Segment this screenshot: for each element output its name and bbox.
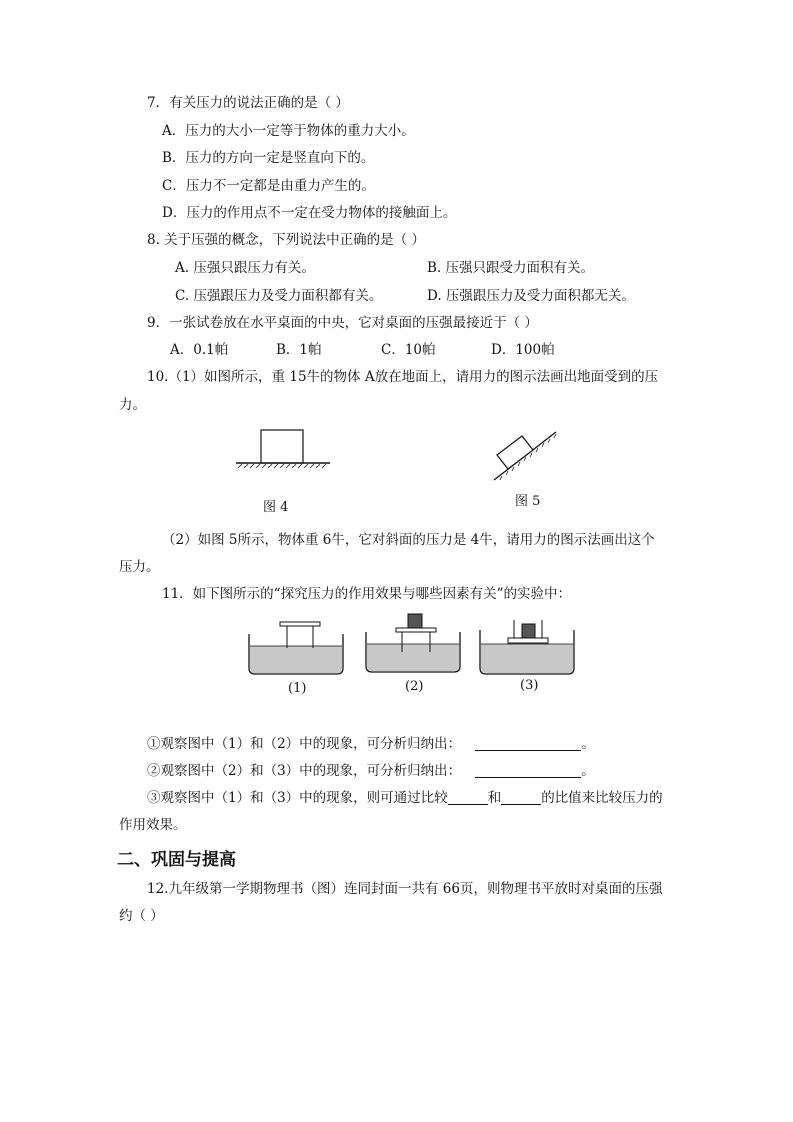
figure-4-block-on-ground bbox=[236, 428, 332, 470]
q11-item-2 bbox=[147, 762, 595, 780]
experiment-figure-2 bbox=[364, 612, 464, 674]
q11-item-3-line2: 作用效果。 bbox=[119, 817, 187, 833]
experiment-label-2: (2) bbox=[405, 679, 424, 694]
q11-item-2-period: 。 bbox=[581, 763, 595, 779]
q11-item-2-text: ②观察图中（2）和（3）中的现象，可分析归纳出： bbox=[147, 763, 462, 779]
q11-item-3-blank-1[interactable] bbox=[448, 790, 488, 805]
q11-item-3-text-a: ③观察图中（1）和（3）中的现象，则可通过比较 bbox=[147, 790, 448, 806]
q9-stem: 9．一张试卷放在水平桌面的中央，它对桌面的压强最接近于（ ） bbox=[147, 315, 538, 331]
q7-option-b: B．压力的方向一定是竖直向下的。 bbox=[162, 150, 375, 166]
q11-item-1-blank[interactable] bbox=[475, 736, 581, 751]
q11-stem: 11．如下图所示的“探究压力的作用效果与哪些因素有关”的实验中： bbox=[162, 586, 571, 602]
q10-part1-line2: 力。 bbox=[119, 397, 146, 413]
q12-line2: 约（ ） bbox=[119, 908, 164, 924]
section-2-title: 二、巩固与提高 bbox=[117, 850, 236, 870]
q9-option-d: D．100帕 bbox=[491, 342, 555, 358]
experiment-figure-1 bbox=[247, 620, 347, 676]
q9-option-b: B．1帕 bbox=[276, 342, 322, 358]
q10-part1-line1: 10.（1）如图所示，重 15牛的物体 A放在地面上，请用力的图示法画出地面受到的压 bbox=[147, 369, 659, 385]
q7-option-d: D．压力的作用点不一定在受力物体的接触面上。 bbox=[162, 205, 457, 221]
q11-item-1-text: ①观察图中（1）和（2）中的现象，可分析归纳出： bbox=[147, 736, 462, 752]
figure-5-caption: 图 5 bbox=[515, 494, 541, 509]
q9-option-a: A．0.1帕 bbox=[170, 342, 229, 358]
q11-item-2-blank[interactable] bbox=[475, 763, 581, 778]
q10-part2-line1: （2）如图 5所示，物体重 6牛，它对斜面的压力是 4牛，请用力的图示法画出这个 bbox=[162, 532, 655, 548]
experiment-label-1: (1) bbox=[288, 681, 307, 696]
q11-item-1 bbox=[147, 735, 595, 753]
q7-stem: 7．有关压力的说法正确的是（ ） bbox=[147, 95, 349, 111]
q10-part2-line2: 压力。 bbox=[119, 559, 160, 575]
q7-option-a: A．压力的大小一定等于物体的重力大小。 bbox=[162, 123, 415, 139]
q9-option-c: C．10帕 bbox=[381, 342, 436, 358]
experiment-label-3: (3) bbox=[520, 678, 539, 693]
q11-item-3-and: 和 bbox=[487, 790, 502, 806]
q11-item-3 bbox=[147, 789, 663, 807]
q12-line1: 12.九年级第一学期物理书（图）连同封面一共有 66页，则物理书平放时对桌面的压强 bbox=[147, 881, 663, 897]
q11-item-3-blank-2[interactable] bbox=[501, 790, 541, 805]
q8-option-a: A. 压强只跟压力有关。 bbox=[175, 260, 315, 276]
q11-item-3-text-b: 的比值来比较压力的 bbox=[541, 790, 663, 806]
experiment-figure-3 bbox=[478, 618, 578, 676]
q8-option-d: D. 压强跟压力及受力面积都无关。 bbox=[427, 288, 635, 304]
q11-item-1-period: 。 bbox=[581, 736, 595, 752]
q8-option-c: C. 压强跟压力及受力面积都有关。 bbox=[175, 288, 383, 304]
figure-4-caption: 图 4 bbox=[263, 500, 289, 515]
q8-option-b: B. 压强只跟受力面积有关。 bbox=[427, 260, 595, 276]
q7-option-c: C．压力不一定都是由重力产生的。 bbox=[162, 178, 375, 194]
figure-5-block-on-incline bbox=[488, 418, 560, 484]
q8-stem: 8. 关于压强的概念，下列说法中正确的是（ ） bbox=[147, 232, 425, 248]
